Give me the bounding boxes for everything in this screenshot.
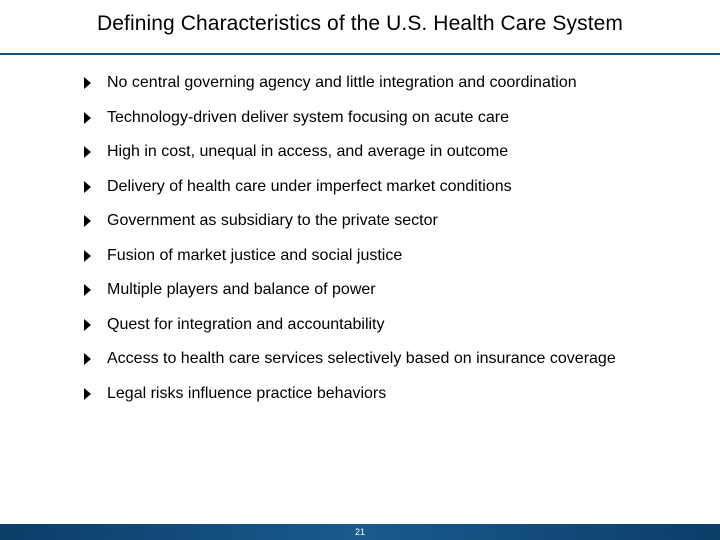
bullet-list [84, 71, 684, 416]
bullet-item [84, 140, 684, 164]
bullet-text: Government as subsidiary to the private sector [107, 212, 438, 229]
triangle-right-icon [84, 181, 91, 193]
triangle-right-icon [84, 388, 91, 400]
bullet-item [84, 71, 684, 95]
bullet-text: Technology-driven deliver system focusing on acute care [107, 108, 509, 126]
bullet-text: Fusion of market justice and social justice [107, 246, 403, 264]
triangle-right-icon [84, 250, 91, 262]
bullet-item [84, 106, 684, 130]
triangle-right-icon [84, 215, 91, 227]
bullet-item [84, 313, 684, 337]
triangle-right-icon [84, 77, 91, 89]
triangle-right-icon [84, 146, 91, 158]
triangle-right-icon [84, 284, 91, 296]
triangle-right-icon [84, 353, 91, 365]
bullet-item [84, 278, 684, 302]
triangle-right-icon [84, 319, 91, 331]
bullet-item [84, 244, 684, 268]
bullet-text: Legal risks influence practice behaviors [107, 384, 387, 402]
bullet-text: No central governing agency and little integration and coordination [107, 74, 577, 91]
page-number: 21 [354, 527, 365, 537]
bullet-text: Multiple players and balance of power [107, 281, 376, 298]
footer-bar [0, 524, 720, 540]
bullet-item [84, 382, 684, 406]
bullet-text: Delivery of health care under imperfect market conditions [107, 177, 512, 195]
slide-title: Defining Characteristics of the U.S. Health Care System [96, 12, 624, 35]
bullet-item [84, 347, 684, 371]
bullet-item [84, 209, 684, 233]
title-divider [0, 53, 720, 55]
bullet-text: Quest for integration and accountability [107, 315, 385, 333]
bullet-text: High in cost, unequal in access, and average in outcome [107, 143, 509, 160]
bullet-item [84, 175, 684, 199]
bullet-text: Access to health care services selectively based on insurance coverage [107, 350, 616, 367]
triangle-right-icon [84, 112, 91, 124]
